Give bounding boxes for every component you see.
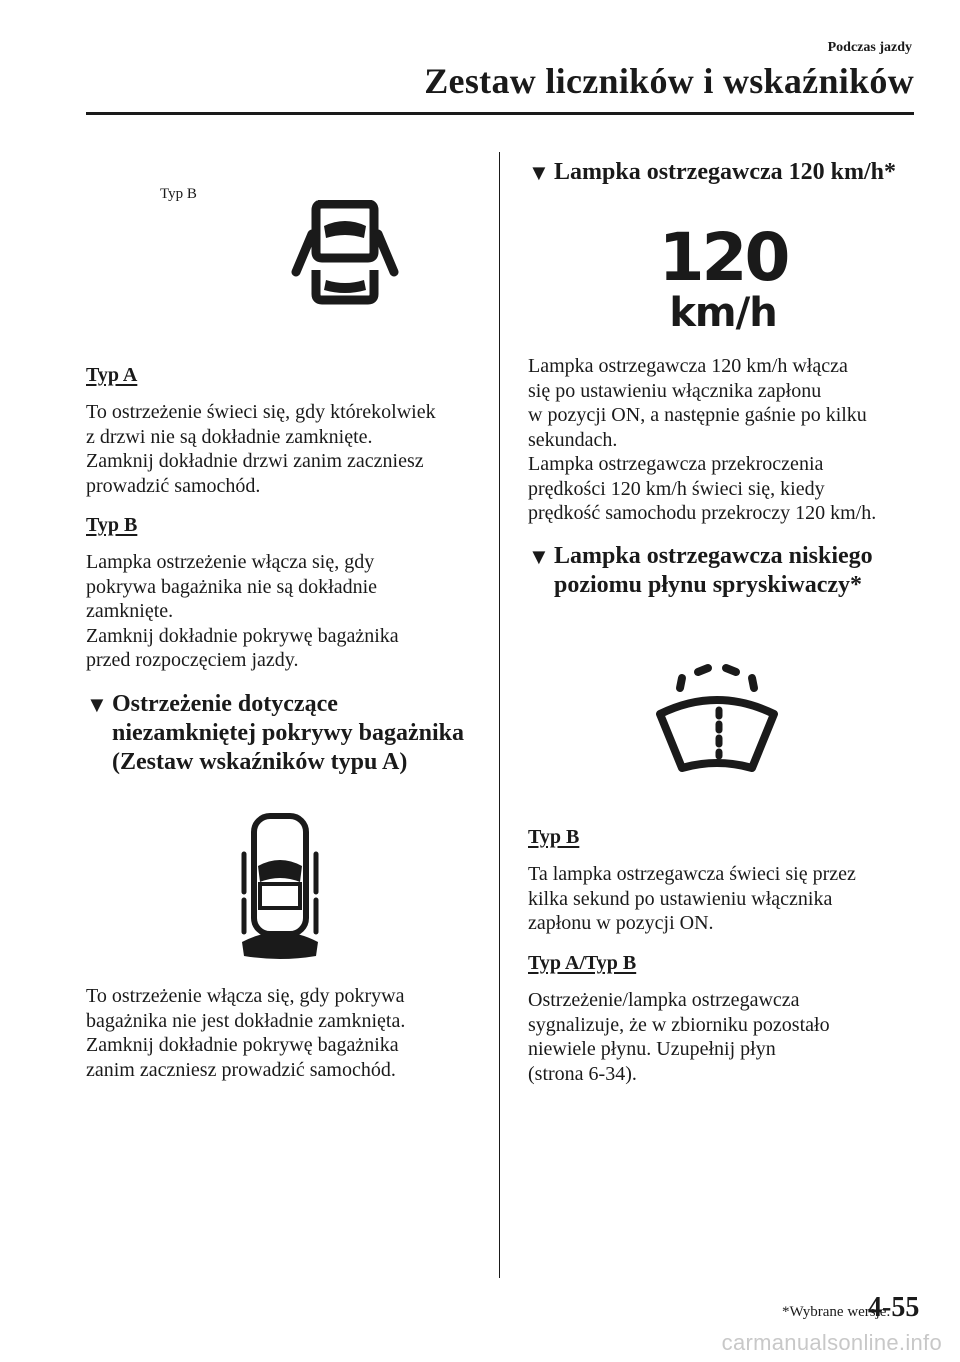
figure-caption: Typ B xyxy=(160,186,197,202)
speed-unit: km/h xyxy=(669,290,777,336)
triangle-bullet-icon: ▼ xyxy=(86,692,108,717)
washer-typ-b-description: Ta lampka ostrzegawcza świeci się przez kilka sekund po ustawieniu włącznika zapłonu w pozycji ON. xyxy=(528,863,856,934)
washer-fluid-icon xyxy=(652,660,782,776)
triangle-bullet-icon: ▼ xyxy=(528,160,550,185)
trunk-description: To ostrzeżenie włącza się, gdy pokrywa bagażnika nie jest dokładnie zamknięta. Zamknij dokładnie pokrywę bagażnika zanim zaczniesz prowadzić samochód. xyxy=(86,985,406,1081)
door-ajar-icon xyxy=(290,200,400,310)
running-header-title: Zestaw liczników i wskaźników xyxy=(424,61,914,101)
heading-text: Lampka ostrzegawcza niskiego poziomu płynu spryskiwaczy* xyxy=(554,543,873,598)
header-rule xyxy=(86,112,914,115)
speed-120-icon xyxy=(658,219,788,336)
typ-b-label: Typ B xyxy=(86,514,138,536)
typ-b-label-right: Typ B xyxy=(528,826,580,848)
running-header-section: Podczas jazdy xyxy=(827,40,912,55)
speed-number: 120 xyxy=(658,219,788,296)
section-heading-speed xyxy=(528,158,928,187)
trunk-open-icon xyxy=(240,810,320,960)
triangle-bullet-icon: ▼ xyxy=(528,544,550,569)
section-heading-trunk xyxy=(86,690,486,777)
footnote: *Wybrane wersje. xyxy=(782,1304,891,1320)
washer-typ-ab-description: Ostrzeżenie/lampka ostrzegawcza sygnalizuje, że w zbiorniku pozostało niewiele płynu. Uzupełnij płyn (strona 6-34). xyxy=(528,989,830,1085)
speed-description: Lampka ostrzegawcza 120 km/h włącza się po ustawieniu włącznika zapłonu w pozycji ON, a następnie gaśnie po kilku sekundach. Lampka ostrzegawcza przekroczenia prędkości 120 km/h świeci się, kiedy prędkość samochodu przekroczy 120 km/h. xyxy=(528,355,877,524)
typ-b-description: Lampka ostrzeżenie włącza się, gdy pokrywa bagażnika nie są dokładnie zamknięte. Zamknij dokładnie pokrywę bagażnika przed rozpoczęciem jazdy. xyxy=(86,551,399,671)
watermark: carmanualsonline.info xyxy=(721,1330,942,1355)
heading-text: Ostrzeżenie dotyczące niezamkniętej pokrywy bagażnika (Zestaw wskaźników typu A) xyxy=(112,691,465,775)
section-heading-washer xyxy=(528,542,928,600)
heading-text: Lampka ostrzegawcza 120 km/h* xyxy=(554,159,896,185)
column-divider xyxy=(499,152,500,1278)
typ-ab-label: Typ A/Typ B xyxy=(528,952,637,974)
page-number: 4-55 xyxy=(868,1292,920,1323)
typ-a-label: Typ A xyxy=(86,364,138,386)
typ-a-description: To ostrzeżenie świeci się, gdy którekolwiek z drzwi nie są dokładnie zamknięte. Zamknij dokładnie drzwi zanim zaczniesz prowadzić samochód. xyxy=(86,401,436,497)
